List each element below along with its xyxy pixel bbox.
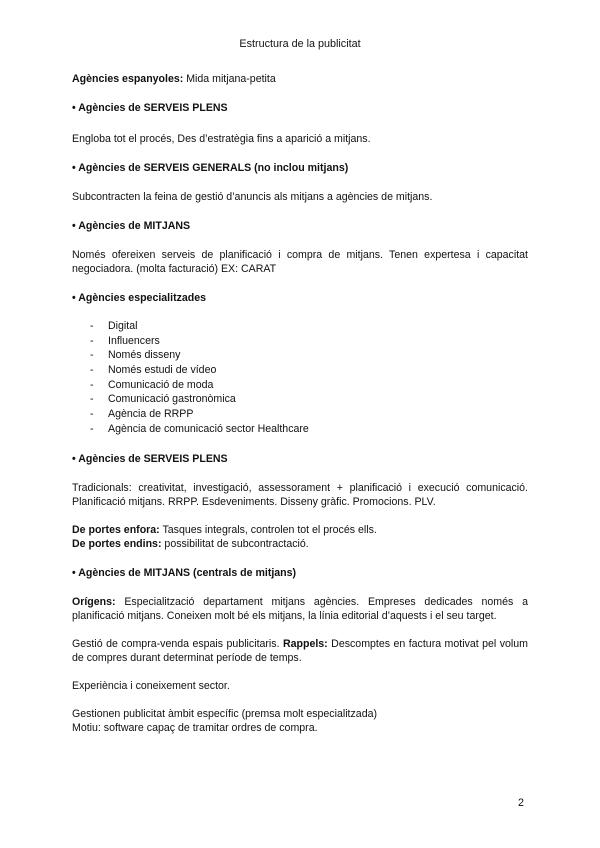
rappels-label: Rappels: xyxy=(282,637,328,650)
list-dash: - xyxy=(90,349,94,362)
section-body-serveis-generals: Subcontracten la feina de gestió d’anuncis als mitjans a agències de mitjans. xyxy=(72,191,433,203)
list-dash: - xyxy=(90,320,94,332)
portes-enfora-text: Tasques integrals, controlen tot el procés ells. xyxy=(159,523,377,536)
list-item: - Digital xyxy=(90,320,138,332)
list-dash: - xyxy=(90,422,94,435)
list-dash: - xyxy=(90,393,94,406)
list-item: - Comunicació de moda xyxy=(90,378,214,391)
specialized-agencies-list xyxy=(72,319,528,437)
portes-endins-text: possibilitat de subcontractació. xyxy=(161,537,309,550)
list-item: - Agència de comunicació sector Healthcare xyxy=(90,422,309,435)
list-item: - Influencers xyxy=(90,334,160,347)
portes-endins-label: De portes endins: xyxy=(72,537,162,550)
motiu-line: Motiu: software capaç de tramitar ordres de compra. xyxy=(72,721,318,734)
list-item: - Agència de RRPP xyxy=(90,408,194,421)
document-body xyxy=(72,72,528,735)
page-header: Estructura de la publicitat xyxy=(239,38,361,50)
portes-enfora-line xyxy=(72,523,528,537)
list-dash: - xyxy=(90,378,94,391)
list-dash: - xyxy=(90,364,94,377)
origens-text: Especialització departament mitjans agències. Empreses dedicades només a planificació mitjans. Coneixen molt bé els mitjans, la línia editorial d’aquests i el seu target. xyxy=(72,595,528,622)
list-item: - Comunicació gastronòmica xyxy=(90,393,236,406)
list-dash: - xyxy=(90,408,94,421)
list-item: - Només disseny xyxy=(90,349,181,362)
gestionen-line: Gestionen publicitat àmbit específic (premsa molt especialitzada) xyxy=(72,707,378,720)
list-dash: - xyxy=(90,334,94,347)
section-heading-centrals-mitjans: • Agències de MITJANS (centrals de mitjans) xyxy=(72,566,297,579)
section-body-serveis-plens: Engloba tot el procés, Des d’estratègia fins a aparició a mitjans. xyxy=(72,133,371,145)
origens-label: Orígens: xyxy=(72,595,116,608)
origens-paragraph xyxy=(72,595,528,623)
intro-label: Agències espanyoles: xyxy=(72,73,184,85)
section-heading-mitjans: • Agències de MITJANS xyxy=(72,220,191,232)
list-item: - Només estudi de vídeo xyxy=(90,364,217,377)
section-heading-serveis-generals: • Agències de SERVEIS GENERALS (no inclou mitjans) xyxy=(72,162,349,174)
experiencia-paragraph: Experiència i coneixement sector. xyxy=(72,679,230,692)
gestio-text: Gestió de compra-venda espais publicitaris. xyxy=(72,637,283,650)
portes-endins-line xyxy=(72,537,528,551)
gestio-paragraph xyxy=(72,637,528,665)
section-heading-especialitzades: • Agències especialitzades xyxy=(72,292,207,304)
section-heading-serveis-plens: • Agències de SERVEIS PLENS xyxy=(72,102,228,114)
intro-paragraph xyxy=(72,72,528,86)
intro-text: Mida mitjana-petita xyxy=(183,73,276,85)
section-body-mitjans: Només ofereixen serveis de planificació i compra de mitjans. Tenen expertesa i capacitat negociadora. (molta facturació) EX: CARAT xyxy=(72,249,528,275)
section-heading-serveis-plens-2: • Agències de SERVEIS PLENS xyxy=(72,452,228,465)
section-body-tradicionals: Tradicionals: creativitat, investigació, assessorament + planificació i execució comunicació. Planificació mitjans. RRPP. Esdeveniments. Disseny gràfic. Promocions. PLV. xyxy=(72,481,528,508)
rappels-text: Descomptes en factura motivat pel volum de compres durant determinat període de temps. xyxy=(72,637,528,664)
page-number: 2 xyxy=(518,797,525,809)
portes-enfora-label: De portes enfora: xyxy=(72,523,160,536)
